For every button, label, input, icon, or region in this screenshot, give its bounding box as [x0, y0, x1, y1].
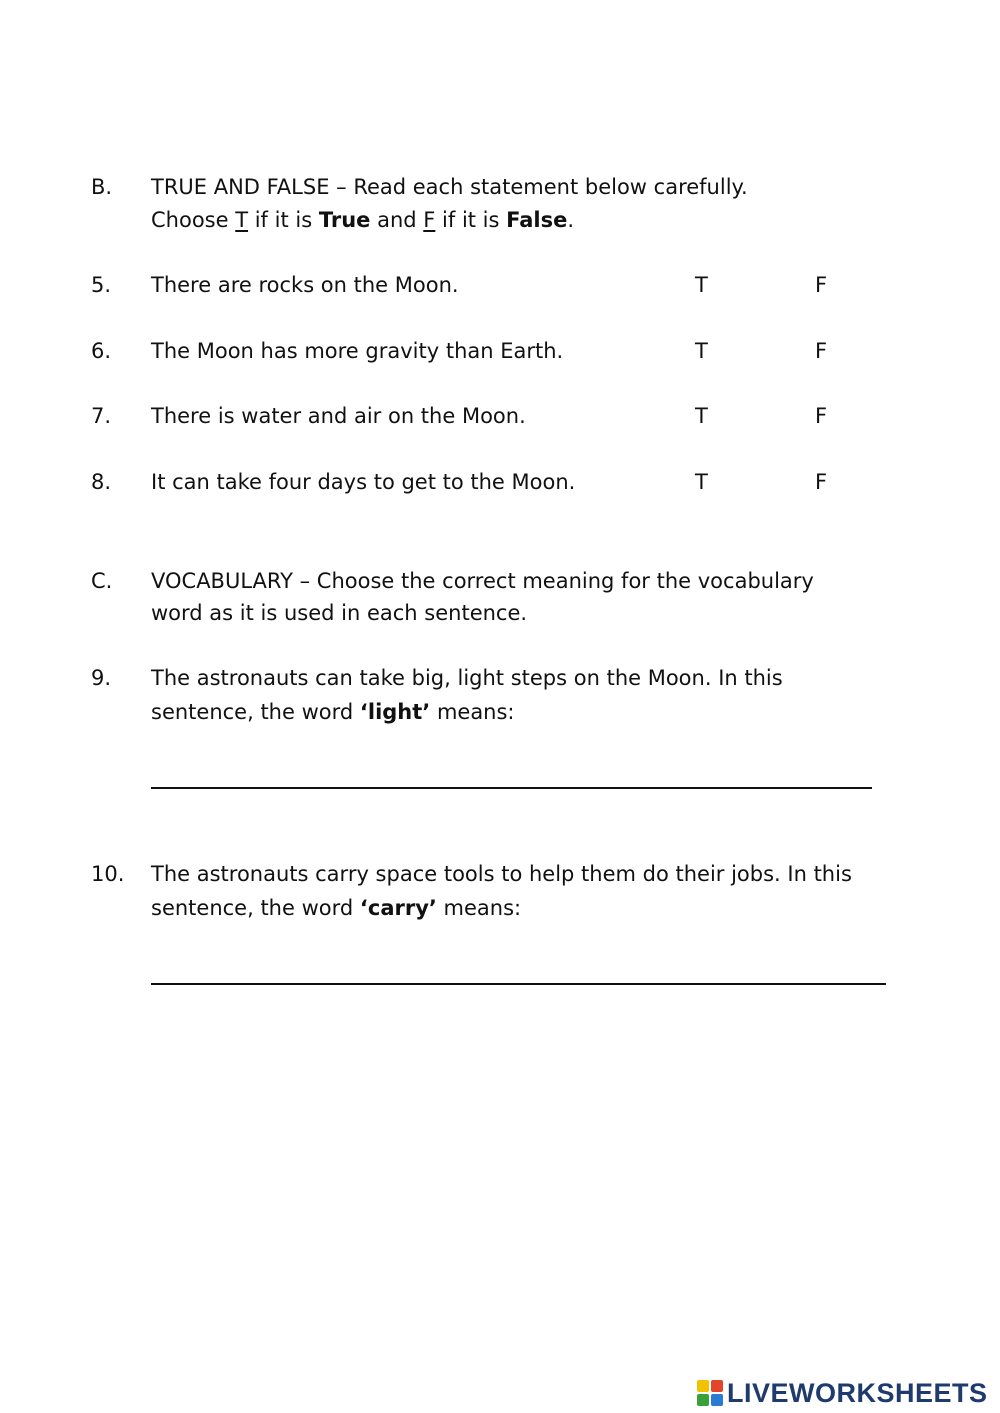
vocab-item-number: 9.	[91, 666, 112, 690]
true-option[interactable]: T	[695, 339, 708, 363]
vocab-item-line2	[151, 895, 521, 921]
if-it-is-text-1: if it is	[248, 208, 319, 232]
true-option[interactable]: T	[695, 470, 708, 494]
vocab-item-line2-pre: sentence, the word	[151, 700, 360, 724]
vocab-item-line2-pre: sentence, the word	[151, 896, 360, 920]
false-option[interactable]: F	[815, 470, 828, 494]
tf-item-number: 7.	[91, 404, 112, 428]
if-it-is-text-2: if it is	[435, 208, 507, 232]
vocab-item-line2	[151, 699, 515, 725]
f-letter: F	[423, 208, 436, 232]
true-option[interactable]: T	[695, 404, 708, 428]
vocab-item-line1: The astronauts carry space tools to help them do their jobs. In this	[151, 862, 852, 886]
tf-item-number: 8.	[91, 470, 112, 494]
logo-square	[711, 1380, 723, 1392]
vocab-item-number: 10.	[91, 862, 125, 886]
vocab-item-line2-post: means:	[436, 896, 522, 920]
tf-item-statement: There is water and air on the Moon.	[151, 404, 526, 428]
liveworksheets-logo[interactable]	[697, 1378, 988, 1408]
vocab-word: ‘light’	[359, 700, 431, 724]
answer-line[interactable]	[151, 787, 872, 789]
and-text: and	[370, 208, 424, 232]
tf-item-number: 5.	[91, 273, 112, 297]
t-letter: T	[235, 208, 249, 232]
vocab-word: ‘carry’	[359, 896, 437, 920]
tf-item-statement: It can take four days to get to the Moon.	[151, 470, 576, 494]
logo-square	[697, 1380, 709, 1392]
section-b-label: B.	[91, 175, 113, 199]
liveworksheets-logo-icon	[697, 1380, 723, 1406]
section-c-heading-line1: VOCABULARY – Choose the correct meaning for the vocabulary	[151, 569, 814, 593]
tf-item-number: 6.	[91, 339, 112, 363]
false-option[interactable]: F	[815, 404, 828, 428]
vocab-item-line2-post: means:	[430, 700, 515, 724]
logo-square	[711, 1394, 723, 1406]
section-b-heading-line1: TRUE AND FALSE – Read each statement below carefully.	[151, 175, 748, 199]
false-option[interactable]: F	[815, 273, 828, 297]
section-c-heading-line2: word as it is used in each sentence.	[151, 601, 528, 625]
section-b-heading-line2	[151, 207, 574, 233]
answer-line[interactable]	[151, 983, 886, 985]
true-option[interactable]: T	[695, 273, 708, 297]
section-c-label: C.	[91, 569, 113, 593]
false-word: False	[506, 208, 568, 232]
tf-item-statement: The Moon has more gravity than Earth.	[151, 339, 564, 363]
period-text: .	[567, 208, 575, 232]
choose-text: Choose	[151, 208, 236, 232]
liveworksheets-brand-text: LIVEWORKSHEETS	[727, 1378, 988, 1408]
false-option[interactable]: F	[815, 339, 828, 363]
logo-square	[697, 1394, 709, 1406]
true-word: True	[318, 208, 371, 232]
tf-item-statement: There are rocks on the Moon.	[151, 273, 459, 297]
vocab-item-line1: The astronauts can take big, light steps on the Moon. In this	[151, 666, 783, 690]
